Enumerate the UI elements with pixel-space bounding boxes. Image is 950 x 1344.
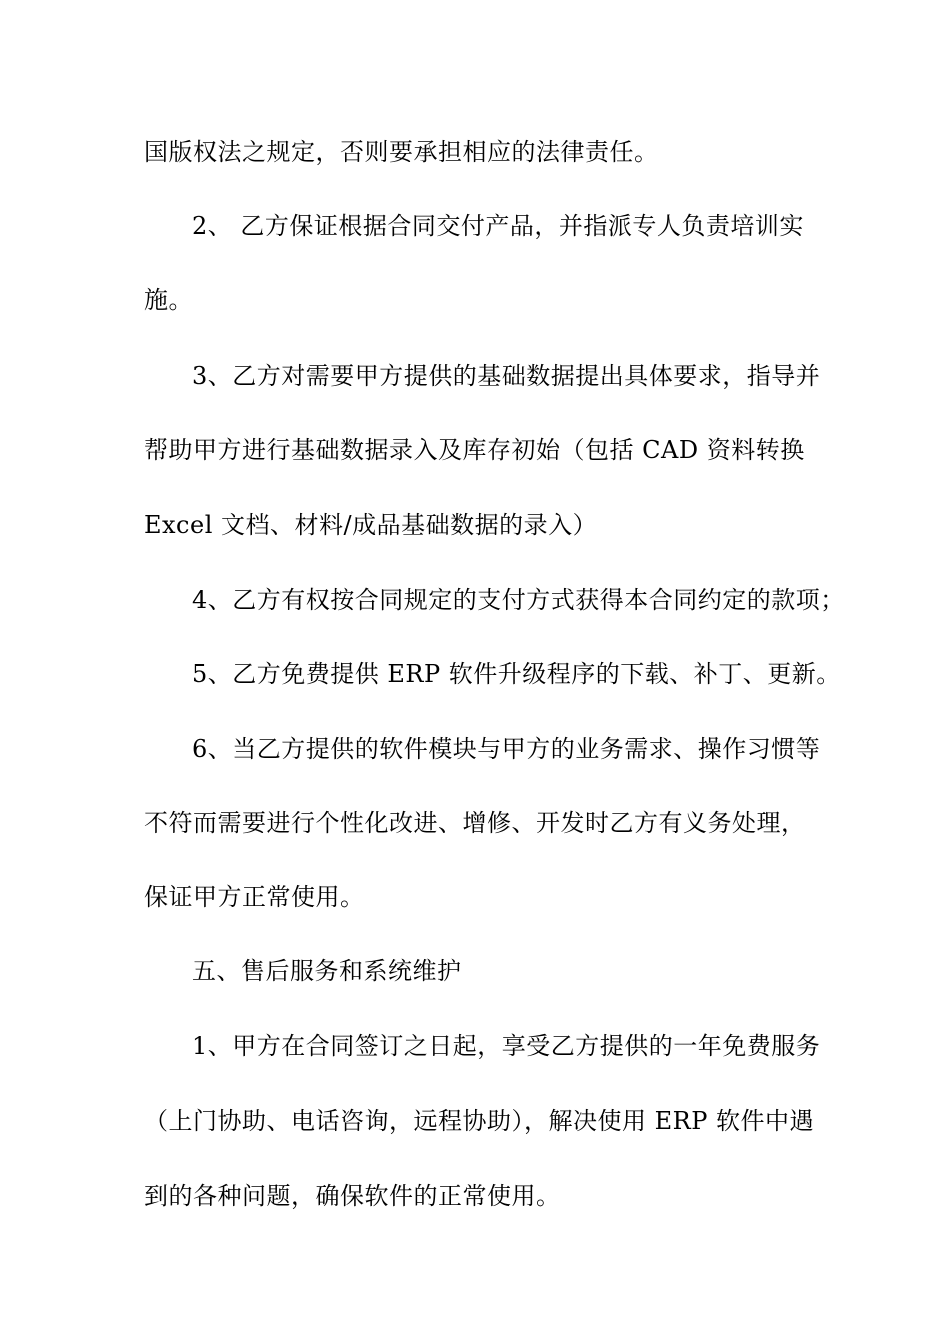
text-line-7: 4、乙方有权按合同规定的支付方式获得本合同约定的款项； <box>192 586 845 614</box>
text-line-14: （上门协助、电话咨询，远程协助），解决使用 ERP 软件中遇 <box>144 1107 814 1135</box>
text-line-4: 3、乙方对需要甲方提供的基础数据提出具体要求，指导并 <box>192 362 821 390</box>
text-line-11: 保证甲方正常使用。 <box>144 883 365 911</box>
text-line-8: 5、乙方免费提供 ERP 软件升级程序的下载、补丁、更新。 <box>192 660 841 688</box>
text-line-2: 2、 乙方保证根据合同交付产品，并指派专人负责培训实 <box>192 212 804 240</box>
text-line-10: 不符而需要进行个性化改进、增修、开发时乙方有义务处理， <box>144 809 806 837</box>
text-line-5: 帮助甲方进行基础数据录入及库存初始（包括 CAD 资料转换 <box>144 436 805 464</box>
text-line-9: 6、当乙方提供的软件模块与甲方的业务需求、操作习惯等 <box>192 735 821 763</box>
text-line-6: Excel 文档、材料/成品基础数据的录入） <box>144 511 598 539</box>
section-heading: 五、售后服务和系统维护 <box>192 957 462 985</box>
text-line-15: 到的各种问题，确保软件的正常使用。 <box>144 1182 561 1210</box>
text-line-3: 施。 <box>144 286 193 314</box>
text-line-1: 国版权法之规定，否则要承担相应的法律责任。 <box>144 138 659 166</box>
text-line-13: 1、甲方在合同签订之日起，享受乙方提供的一年免费服务 <box>192 1032 821 1060</box>
